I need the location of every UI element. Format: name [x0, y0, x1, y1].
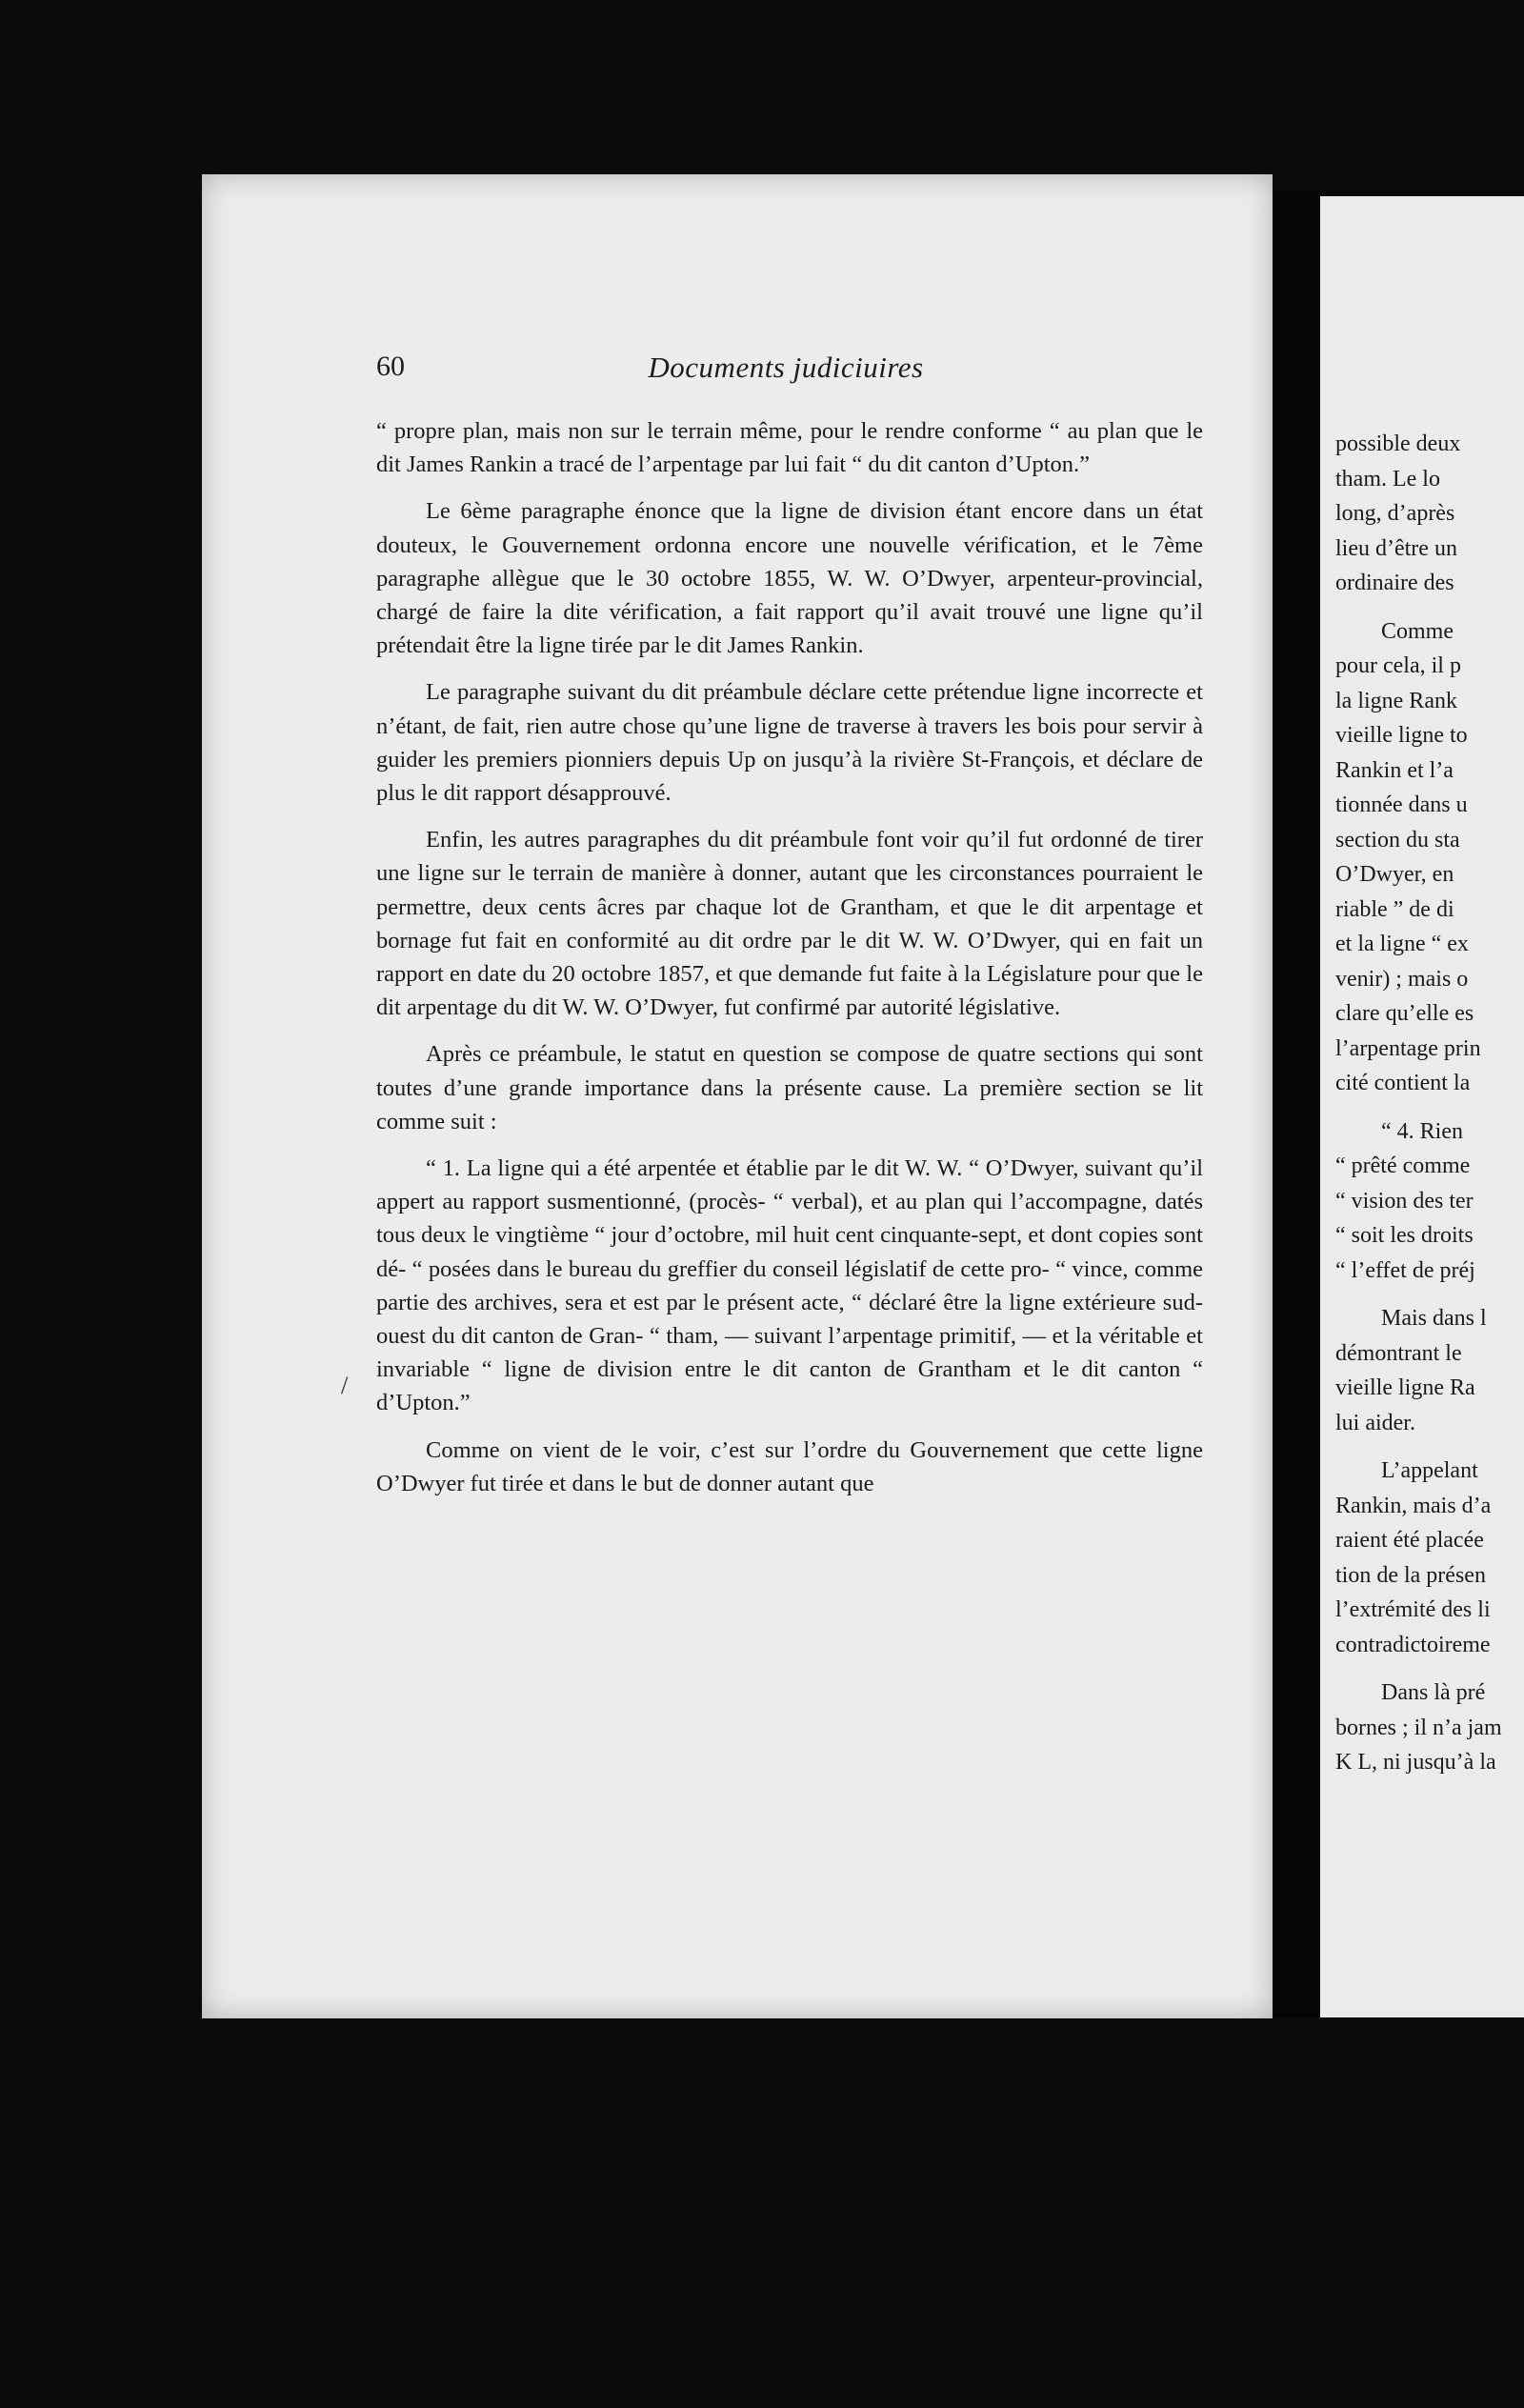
- right-page-line: venir) ; mais o: [1335, 966, 1469, 992]
- right-page-line: la ligne Rank: [1335, 688, 1457, 713]
- right-page-line: bornes ; il n’a jam: [1335, 1715, 1502, 1740]
- right-page-line: cité contient la: [1335, 1071, 1471, 1095]
- paragraph: Le 6ème paragraphe énonce que la ligne de division étant encore dans un état douteux, le Gouvernement ordonna encore une nouvelle vérification, et le 7ème paragraphe allègue que le 30 octobre 1855, W. W. O’Dwyer, arpenteur-provincial, chargé de faire la dite vérification, a fait rapport qu’il avait trouvé une ligne qu’il prétendait être la ligne tirée par le dit James Rankin.: [376, 498, 1203, 659]
- paragraph: “ propre plan, mais non sur le terrain même, pour le rendre conforme “ au plan que le dit James Rankin a tracé de l’arpentage par lui fait “ du dit canton d’Upton.”: [376, 418, 1203, 478]
- right-page-line: “ 4. Rien: [1381, 1118, 1463, 1144]
- right-page-line: Mais dans l: [1381, 1306, 1487, 1331]
- line-gap: [1335, 601, 1524, 614]
- right-page-line: “ l’effet de préj: [1335, 1257, 1475, 1283]
- right-page-line: clare qu’elle es: [1335, 1001, 1474, 1026]
- main-text: [376, 414, 1203, 1514]
- right-page-line: ordinaire des: [1335, 571, 1454, 595]
- right-page-line: tion de la présen: [1335, 1562, 1486, 1588]
- page-header: [376, 351, 1195, 389]
- line-gap: [1335, 1101, 1524, 1114]
- paragraph: Le paragraphe suivant du dit préambule déclare cette prétendue ligne incorrecte et n’étant, de fait, rien autre chose qu’une ligne de traverse à travers les bois pour servir à guider les premiers pionniers depuis Up on jusqu’à la rivière St-François, et déclare de plus le dit rapport désapprouvé.: [376, 679, 1203, 807]
- right-page-line: O’Dwyer, en: [1335, 862, 1454, 887]
- paragraph: Après ce préambule, le statut en question se compose de quatre sections qui sont toutes d’une grande importance dans la présente cause. La première section se lit comme suit :: [376, 1041, 1203, 1134]
- right-page-line: K L, ni jusqu’à la: [1335, 1750, 1496, 1775]
- right-page-line: vieille ligne to: [1335, 723, 1468, 748]
- line-gap: [1335, 1440, 1524, 1454]
- right-page-line: pour cela, il p: [1335, 653, 1461, 678]
- line-gap: [1335, 1662, 1524, 1676]
- right-page-line: “ soit les droits: [1335, 1223, 1474, 1248]
- right-page-line: long, d’après: [1335, 501, 1455, 526]
- right-page-line: lui aider.: [1335, 1410, 1415, 1435]
- right-page-line: riable ” de di: [1335, 896, 1454, 922]
- right-page-line: démontrant le: [1335, 1340, 1462, 1366]
- right-page-line: l’extrémité des li: [1335, 1597, 1491, 1622]
- right-page-line: possible deux: [1335, 431, 1461, 456]
- page-number: 60: [376, 351, 405, 382]
- right-page-line: l’arpentage prin: [1335, 1035, 1481, 1061]
- right-page-line: L’appelant: [1381, 1458, 1478, 1483]
- right-page-line: Dans là pré: [1381, 1680, 1486, 1705]
- right-page-line: Rankin et l’a: [1335, 757, 1454, 783]
- right-page-line: Rankin, mais d’a: [1335, 1493, 1492, 1518]
- margin-mark: /: [341, 1372, 349, 1399]
- right-page-line: tham. Le lo: [1335, 466, 1440, 492]
- right-page-line: raient été placée: [1335, 1528, 1484, 1553]
- paragraph: Comme on vient de le voir, c’est sur l’ordre du Gouvernement que cette ligne O’Dwyer fut tirée et dans le but de donner autant que: [376, 1436, 1203, 1496]
- line-gap: [1335, 1288, 1524, 1301]
- statute-quote: “ 1. La ligne qui a été arpentée et établie par le dit W. W. “ O’Dwyer, suivant qu’il appert au rapport susmentionné, (procès- “ verbal), et au plan qui l’accompagne, datés tous deux le vingtième “ jour d’octobre, mil huit cent cinquante-sept, et dont copies sont dé- “ posées dans le bureau du greffier du conseil législatif de cette pro- “ vince, comme partie des archives, sera et est par le présent acte, “ déclaré être la ligne extérieure sud-ouest du dit canton de Gran- “ tham, — suivant l’arpentage primitif, — et la véritable et invariable “ ligne de division entre le dit canton de Grantham et le dit canton “ d’Upton.”: [376, 1155, 1203, 1416]
- paragraph: Enfin, les autres paragraphes du dit préambule font voir qu’il fut ordonné de tirer une ligne sur le terrain de manière à donner, autant que les circonstances pourraient le permettre, deux cents âcres par chaque lot de Grantham, et que le dit arpentage et bornage fut fait en conformité au dit ordre par le dit W. W. O’Dwyer, qui en fait un rapport en date du 20 octobre 1857, et que demande fut faite à la Législature pour que le dit arpentage du dit W. W. O’Dwyer, fut confirmé par autorité législative.: [376, 827, 1203, 1021]
- page-gutter: [1273, 191, 1320, 2017]
- right-page-line: contradictoireme: [1335, 1632, 1491, 1657]
- right-page-line: “ vision des ter: [1335, 1188, 1474, 1214]
- right-page-line: et la ligne “ ex: [1335, 932, 1469, 956]
- right-page-line: vieille ligne Ra: [1335, 1375, 1475, 1400]
- right-page-line: section du sta: [1335, 827, 1460, 853]
- running-title: Documents judiciuires: [648, 351, 924, 384]
- right-page-line: lieu d’être un: [1335, 535, 1457, 561]
- right-page-line: Comme: [1381, 618, 1454, 644]
- right-page-text: [1335, 427, 1524, 1780]
- right-page-line: “ prêté comme: [1335, 1154, 1471, 1178]
- right-page-line: tionnée dans u: [1335, 793, 1468, 817]
